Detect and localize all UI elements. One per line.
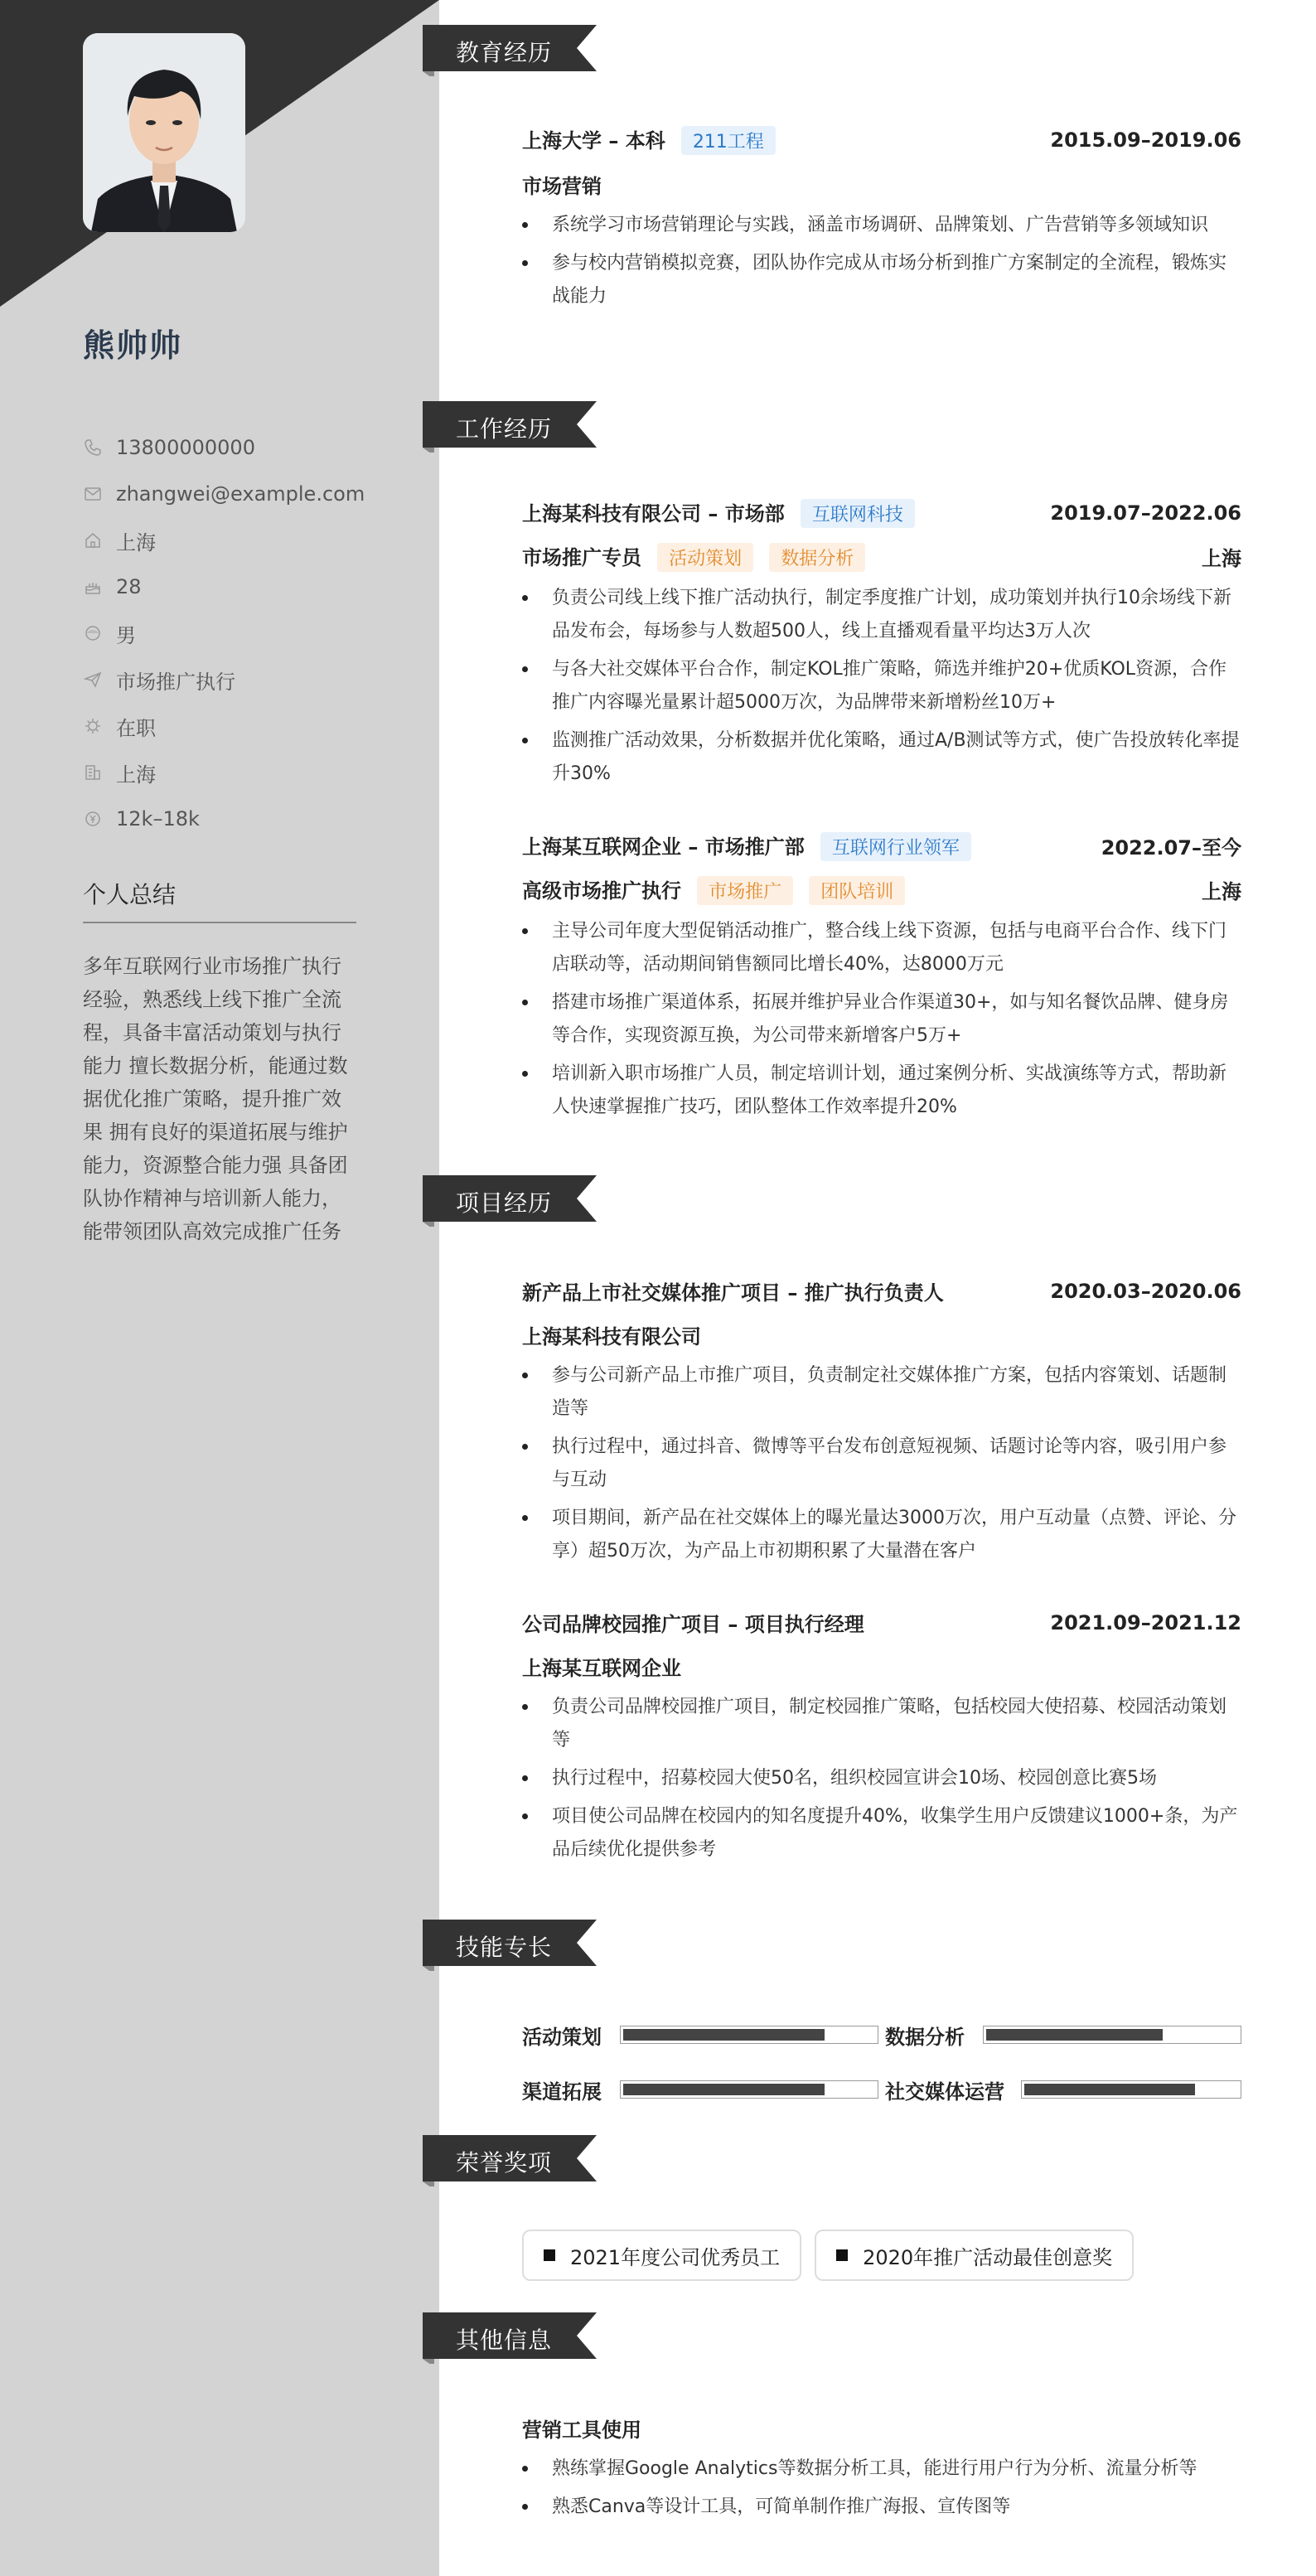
project-date: 2020.03–2020.06 <box>1050 1279 1241 1303</box>
role-tag: 活动策划 <box>657 543 753 572</box>
list-item: 负责公司线上线下推广活动执行，制定季度推广计划，成功策划并执行10余场线下新品发布会，每场参与人数超500人，线上直播观看量平均达3万人次 <box>522 582 1241 648</box>
major: 市场营销 <box>522 175 602 198</box>
list-item: 培训新入职市场推广人员，制定培训计划，通过案例分析、实战演练等方式，帮助新人快速掌握推广技巧，团队整体工作效率提升20% <box>522 1058 1241 1124</box>
contact-list <box>83 424 365 842</box>
contact-text: 13800000000 <box>116 436 255 459</box>
section-header-education <box>423 25 605 76</box>
contact-text: 上海 <box>116 530 156 554</box>
project-entry <box>522 1608 1241 1871</box>
list-item: 项目期间，新产品在社交媒体上的曝光量达3000万次，用户互动量（点赞、评论、分享）超50万次，为产品上市初期积累了大量潜在客户 <box>522 1502 1241 1568</box>
work-bullets <box>522 915 1241 1124</box>
section-header-other <box>423 2312 605 2364</box>
project-title: 新产品上市社交媒体推广项目 – 推广执行负责人 <box>522 1281 944 1305</box>
school-tag: 211工程 <box>681 126 776 155</box>
award-text: 2020年推广活动最佳创意奖 <box>863 2245 1113 2269</box>
award-badge <box>522 2230 801 2281</box>
company-tag: 互联网行业领军 <box>820 832 971 861</box>
awards-list <box>522 2230 1241 2281</box>
project-entry <box>522 1276 1241 1573</box>
company-tag: 互联网科技 <box>801 499 915 528</box>
company-name: 上海某互联网企业 – 市场推广部 <box>522 835 805 859</box>
skill-name: 渠道拓展 <box>522 2080 602 2104</box>
list-item: 熟练掌握Google Analytics等数据分析工具，能进行用户行为分析、流量分析等 <box>522 2453 1241 2486</box>
company-name: 上海某科技有限公司 – 市场部 <box>522 502 785 525</box>
list-item: 负责公司品牌校园推广项目，制定校园推广策略，包括校园大使招募、校园活动策划等 <box>522 1691 1241 1757</box>
section-header-work <box>423 401 605 453</box>
project-org: 上海某互联网企业 <box>522 1657 681 1680</box>
list-item: 系统学习市场营销理论与实践，涵盖市场调研、品牌策划、广告营销等多领域知识 <box>522 209 1241 242</box>
contact-gender <box>83 610 365 656</box>
skill-item <box>885 2062 1241 2117</box>
avatar <box>83 33 245 232</box>
award-badge <box>815 2230 1134 2281</box>
list-item: 与各大社交媒体平台合作，制定KOL推广策略，筛选并维护20+优质KOL资源，合作推广内容曝光量累计超5000万次，为品牌带来新增粉丝10万+ <box>522 653 1241 719</box>
role-tag: 市场推广 <box>697 876 793 905</box>
skill-bar <box>620 2080 878 2099</box>
list-item: 参与校内营销模拟竞赛，团队协作完成从市场分析到推广方案制定的全流程，锻炼实战能力 <box>522 247 1241 313</box>
contact-text: 在职 <box>116 716 156 740</box>
skill-name: 社交媒体运营 <box>885 2080 1004 2104</box>
section-header-skills <box>423 1920 605 1971</box>
project-org: 上海某科技有限公司 <box>522 1325 701 1349</box>
work-city: 上海 <box>1202 880 1241 903</box>
sidebar <box>0 0 439 2576</box>
award-text: 2021年度公司优秀员工 <box>570 2245 781 2269</box>
skill-bar-fill <box>1024 2084 1195 2095</box>
section-header-awards <box>423 2135 605 2186</box>
school-name: 上海大学 – 本科 <box>522 129 665 153</box>
contact-text: zhangwei@example.com <box>116 482 365 506</box>
skill-bar <box>620 2026 878 2044</box>
skill-name: 数据分析 <box>885 2025 965 2049</box>
contact-salary <box>83 796 365 842</box>
section-title: 其他信息 <box>456 2327 553 2354</box>
project-title: 公司品牌校园推广项目 – 项目执行经理 <box>522 1613 864 1636</box>
skill-bar <box>1021 2080 1241 2099</box>
contact-age <box>83 564 365 610</box>
list-item: 执行过程中，通过抖音、微博等平台发布创意短视频、话题讨论等内容，吸引用户参与互动 <box>522 1431 1241 1497</box>
role: 市场推广专员 <box>522 546 641 569</box>
work-city: 上海 <box>1202 547 1241 570</box>
contact-text: 12k–18k <box>116 807 200 830</box>
contact-text: 男 <box>116 623 136 647</box>
summary-text: 多年互联网行业市场推广执行经验，熟悉线上线下推广全流程，具备丰富活动策划与执行能力 擅长数据分析，能通过数据优化推广策略，提升推广效果 拥有良好的渠道拓展与维护能力，资源整合能力强 具备团队协作精神与培训新人能力，能带领团队高效完成推广任务 <box>83 955 348 1243</box>
section-title: 荣誉奖项 <box>456 2149 553 2177</box>
home-icon <box>83 530 103 550</box>
list-item: 监测推广活动效果，分析数据并优化策略，通过A/B测试等方式，使广告投放转化率提升30% <box>522 724 1241 791</box>
work-date: 2022.07–至今 <box>1101 836 1241 859</box>
phone-icon <box>83 438 103 458</box>
skill-item <box>522 2062 878 2117</box>
skill-name: 活动策划 <box>522 2025 602 2049</box>
salary-icon <box>83 809 103 829</box>
contact-status <box>83 703 365 749</box>
skill-item <box>522 2007 878 2062</box>
education-entry <box>522 124 1241 318</box>
other-entry <box>522 2414 1241 2529</box>
project-date: 2021.09–2021.12 <box>1050 1610 1241 1634</box>
list-item: 执行过程中，招募校园大使50名，组织校园宣讲会10场、校园创意比赛5场 <box>522 1762 1241 1795</box>
list-item: 搭建市场推广渠道体系，拓展并维护异业合作渠道30+，如与知名餐饮品牌、健身房等合作，实现资源互换，为公司带来新增客户5万+ <box>522 986 1241 1053</box>
list-item: 熟悉Canva等设计工具，可简单制作推广海报、宣传图等 <box>522 2491 1241 2524</box>
list-item: 参与公司新产品上市推广项目，负责制定社交媒体推广方案，包括内容策划、话题制造等 <box>522 1359 1241 1426</box>
skill-item <box>885 2007 1241 2062</box>
contact-city <box>83 749 365 796</box>
contact-phone <box>83 424 365 471</box>
section-title: 项目经历 <box>456 1189 553 1217</box>
mail-icon <box>83 484 103 504</box>
skill-bar-fill <box>623 2029 825 2041</box>
square-bullet-icon <box>836 2249 848 2261</box>
contact-text: 28 <box>116 575 142 598</box>
contact-home <box>83 517 365 564</box>
skills-grid <box>522 2007 1241 2117</box>
skill-bar-fill <box>623 2084 825 2095</box>
contact-text: 上海 <box>116 763 156 787</box>
contact-text: 市场推广执行 <box>116 670 235 694</box>
work-entry <box>522 830 1241 1129</box>
section-title: 工作经历 <box>456 415 553 443</box>
education-bullets <box>522 209 1241 313</box>
contact-job <box>83 656 365 703</box>
role-tag: 数据分析 <box>769 543 865 572</box>
role-tag: 团队培训 <box>809 876 905 905</box>
candidate-name: 熊帅帅 <box>83 327 183 364</box>
work-date: 2019.07–2022.06 <box>1050 501 1241 525</box>
list-item: 主导公司年度大型促销活动推广，整合线上线下资源，包括与电商平台合作、线下门店联动等，活动期间销售额同比增长40%，达8000万元 <box>522 915 1241 981</box>
skill-bar <box>983 2026 1241 2044</box>
other-title: 营销工具使用 <box>522 2419 641 2442</box>
project-bullets <box>522 1691 1241 1867</box>
square-bullet-icon <box>544 2249 555 2261</box>
send-icon <box>83 670 103 690</box>
cake-icon <box>83 577 103 597</box>
work-entry <box>522 497 1241 796</box>
gender-icon <box>83 623 103 643</box>
education-date: 2015.09–2019.06 <box>1050 128 1241 152</box>
section-header-projects <box>423 1175 605 1227</box>
role: 高级市场推广执行 <box>522 879 681 903</box>
list-item: 项目使公司品牌在校园内的知名度提升40%，收集学生用户反馈建议1000+条，为产品后续优化提供参考 <box>522 1800 1241 1867</box>
building-icon <box>83 763 103 782</box>
other-bullets <box>522 2453 1241 2524</box>
contact-email <box>83 471 365 517</box>
work-bullets <box>522 582 1241 791</box>
section-title: 教育经历 <box>456 39 553 66</box>
project-bullets <box>522 1359 1241 1568</box>
status-icon <box>83 716 103 736</box>
summary-title: 个人总结 <box>83 877 356 923</box>
section-title: 技能专长 <box>456 1934 553 1961</box>
skill-bar-fill <box>986 2029 1163 2041</box>
